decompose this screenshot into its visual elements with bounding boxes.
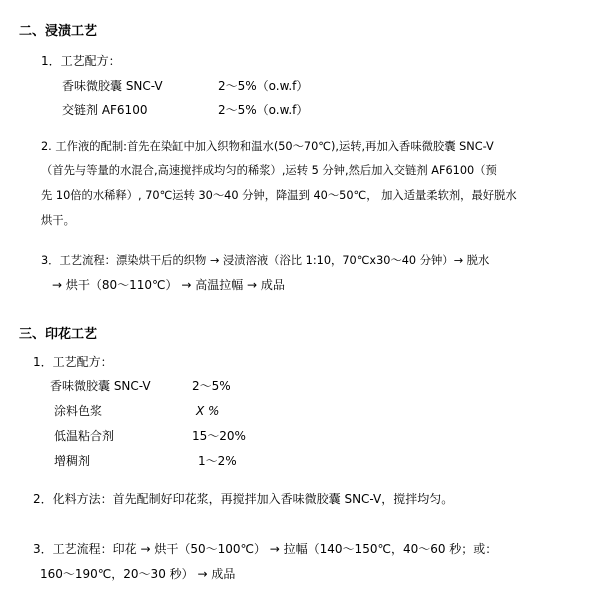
section-2-title: 二、浸渍工艺 [19, 24, 98, 39]
section-2-item-2-line-1: 2. 工作液的配制:首先在染缸中加入织物和温水(50～70℃),运转,再加入香味微胶囊 SNC-V [41, 140, 494, 153]
section-3-formula-row-3-name: 低温粘合剂 [54, 429, 115, 443]
section-3-formula-row-4-name: 增稠剂 [54, 454, 91, 468]
section-2-item-3-line-2: → 烘干（80～110℃） → 高温拉幅 → 成品 [52, 278, 285, 292]
section-2-formula-row-1-name: 香味微胶囊 SNC-V [62, 79, 163, 93]
section-3-formula-row-1-amount: 2～5% [192, 379, 231, 393]
section-3-formula-row-1-name: 香味微胶囊 SNC-V [50, 379, 151, 393]
section-2-formula-row-2-amount: 2～5%（o.w.f） [218, 103, 309, 117]
section-3-title: 三、印花工艺 [19, 327, 98, 342]
section-3-formula-row-3-amount: 15～20% [192, 429, 246, 443]
section-2-formula-row-1-amount: 2～5%（o.w.f） [218, 79, 309, 93]
section-3-formula-row-2-amount: X % [196, 404, 220, 418]
section-2-item-1-label: 1．工艺配方： [41, 54, 121, 68]
section-3-formula-row-4-amount: 1～2% [198, 454, 237, 468]
section-2-item-2-line-3: 先 10倍的水稀释）, 70℃运转 30～40 分钟，降温到 40～50℃， 加入适量柔软剂，最好脱水 [41, 189, 517, 202]
section-2-item-2-line-2: （首先与等量的水混合,高速搅拌成均匀的稀浆）,运转 5 分钟,然后加入交链剂 AF6100（预 [41, 164, 497, 177]
section-2-item-3-line-1: 3．工艺流程：漂染烘干后的织物 → 浸渍溶液（浴比 1:10，70℃x30～40 分钟）→ 脱水 [41, 254, 490, 267]
section-2-formula-row-2-name: 交链剂 AF6100 [62, 103, 148, 117]
section-3-item-1-label: 1．工艺配方： [33, 355, 113, 369]
section-3-item-2-text: 2．化料方法：首先配制好印花浆，再搅拌加入香味微胶囊 SNC-V，搅拌均匀。 [33, 492, 454, 506]
section-3-item-3-line-1: 3．工艺流程：印花 → 烘干（50～100℃） → 拉幅（140～150℃，40～60 秒；或： [33, 542, 498, 556]
section-3-formula-row-2-name: 涂料色浆 [54, 404, 103, 418]
section-2-item-2-line-4: 烘干。 [41, 214, 75, 227]
section-3-item-3-line-2: 160～190℃，20～30 秒） → 成品 [40, 567, 236, 581]
